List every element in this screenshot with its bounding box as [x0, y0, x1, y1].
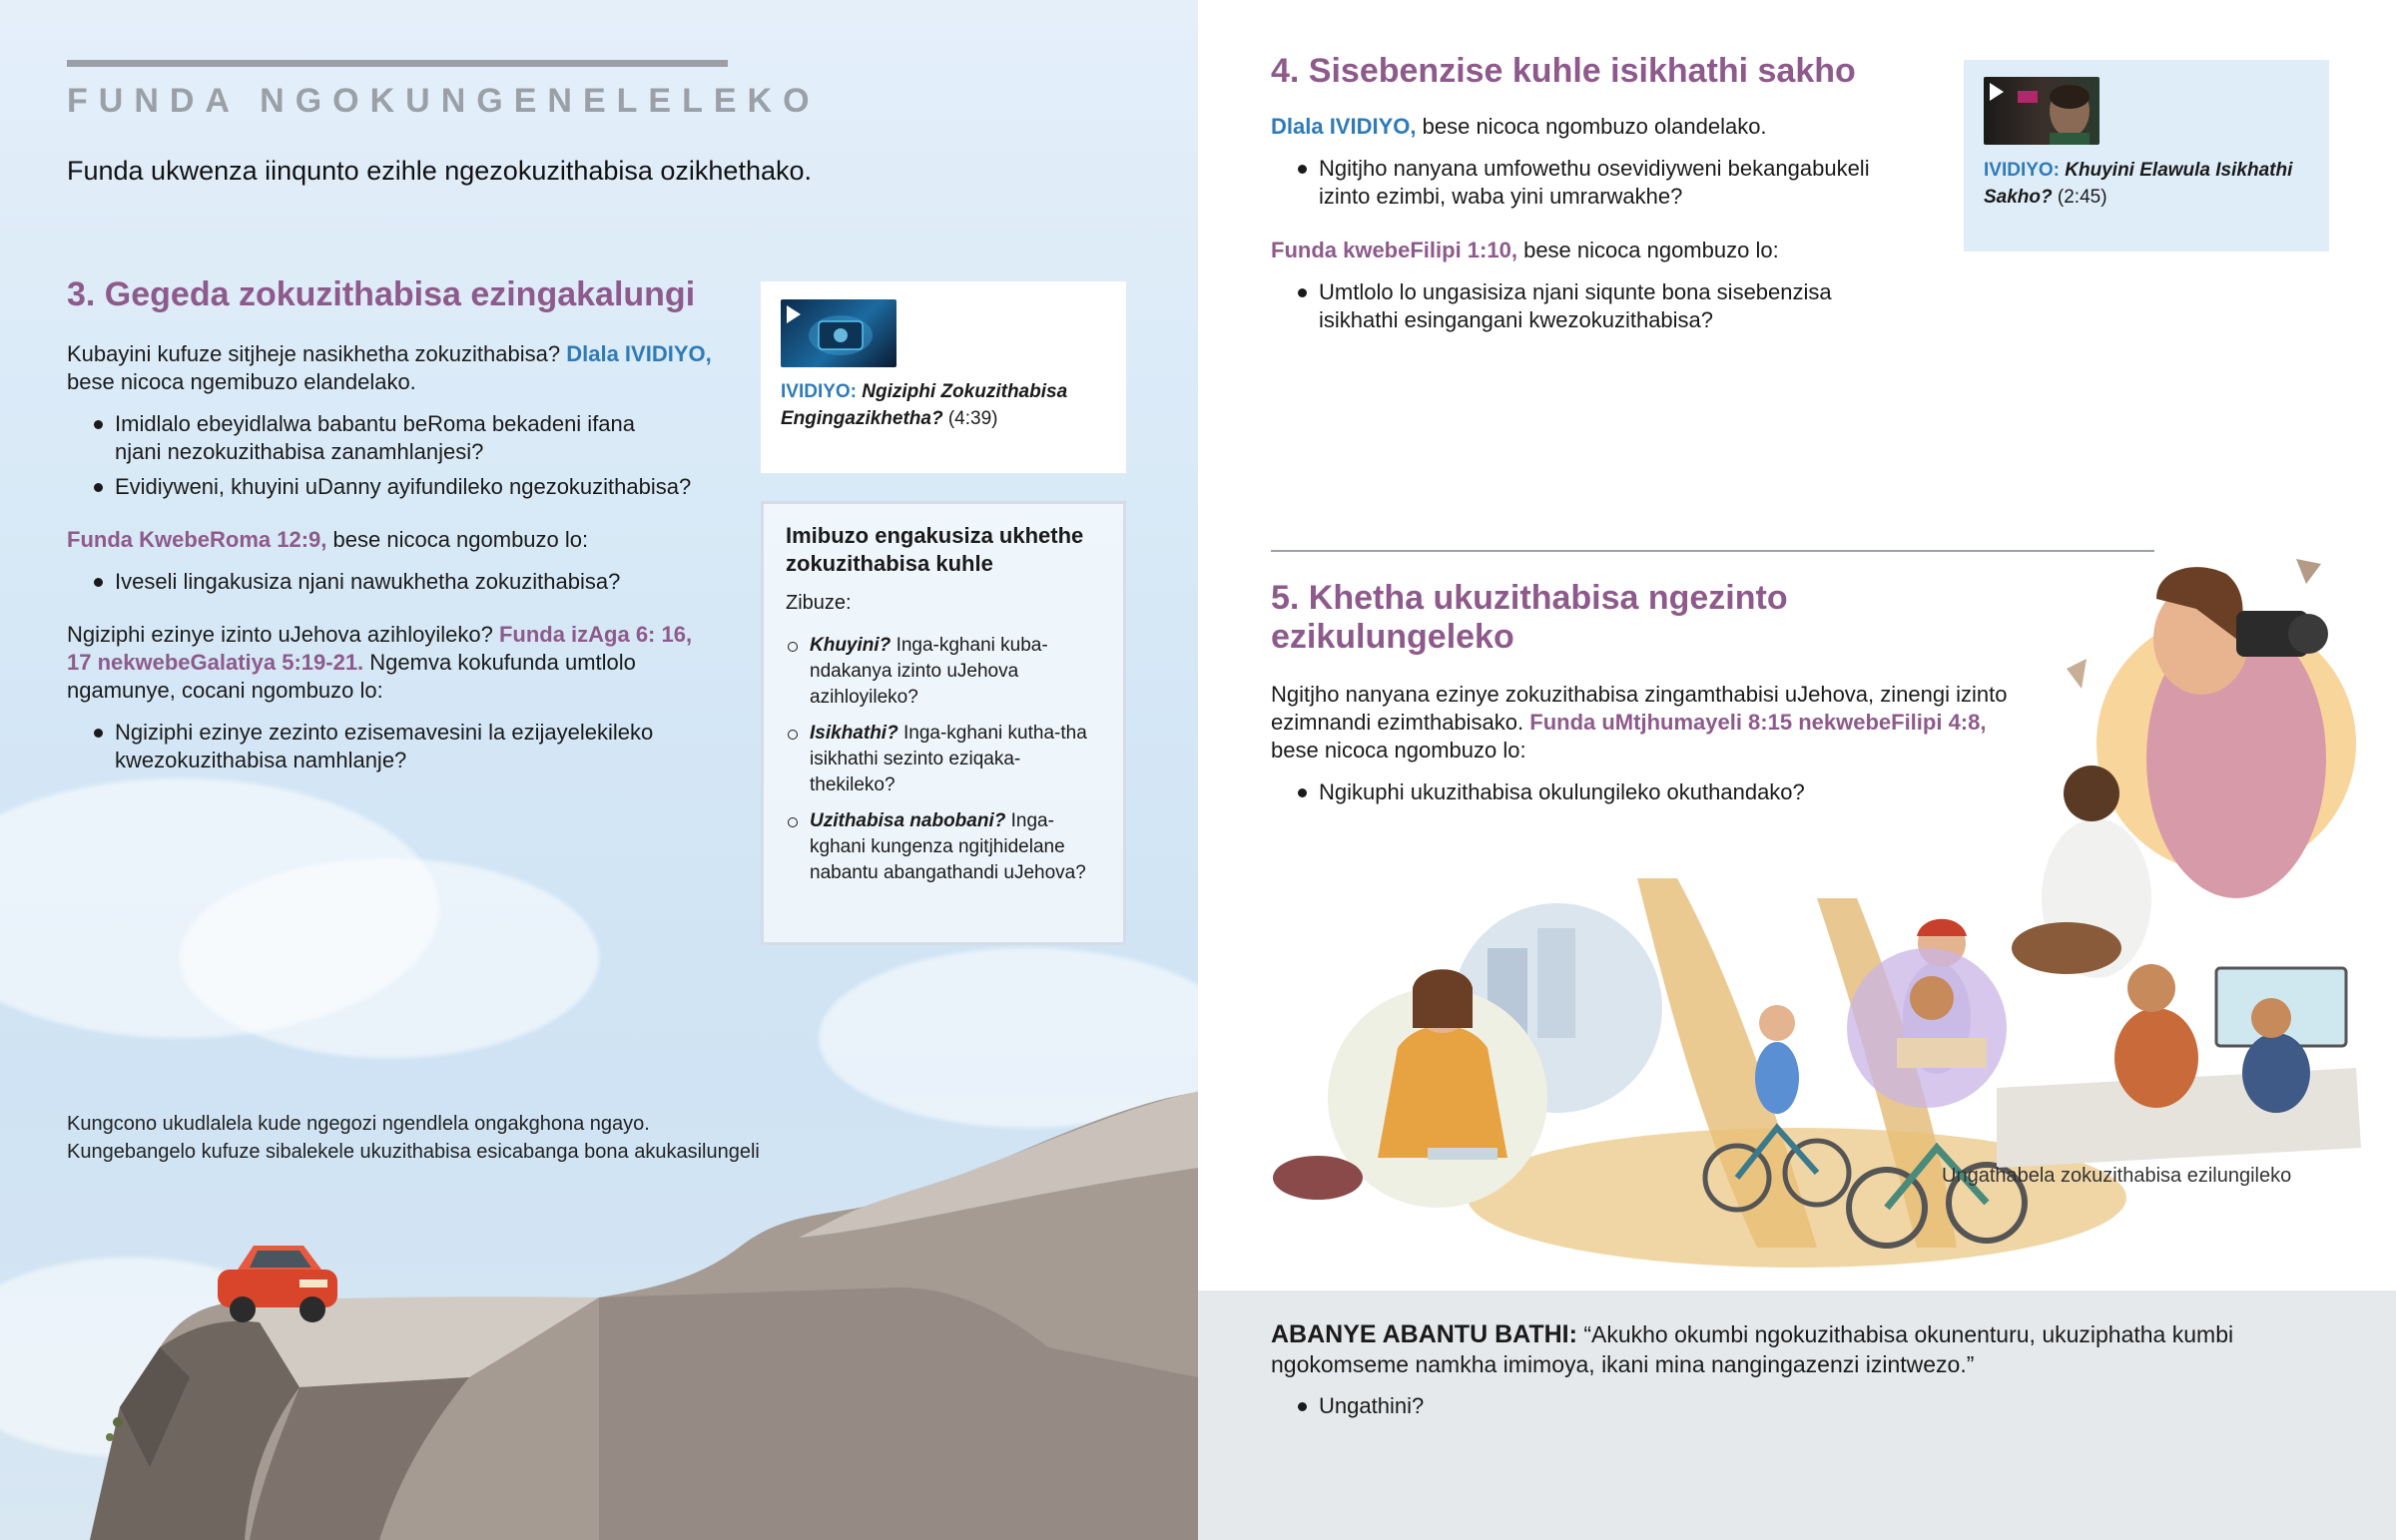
p3-rest: Ngemva kokufunda umtlolo ngamunye, cocani ngombuzo lo: — [67, 650, 636, 703]
right-page — [1198, 0, 2396, 1540]
p3-text: Ngiziphi ezinye izinto uJehova azihloyileko? — [67, 622, 493, 647]
question-text: Inga-kghani kutha-tha isikhathi sezinto eziqaka-thekileko? — [810, 723, 1087, 795]
play-icon — [787, 305, 801, 323]
p1-rest: bese nicoca ngombuzo lo: — [1271, 738, 1526, 763]
video-duration: (2:45) — [2057, 187, 2107, 208]
scripture-link[interactable]: Funda KwebeRoma 12:9, — [67, 527, 327, 552]
section-5-heading: 5. Khetha ukuzithabisa ngezinto ezikulungeleko — [1271, 579, 1788, 656]
video-caption — [781, 378, 1110, 432]
video-thumbnail[interactable] — [781, 299, 897, 367]
scripture-link[interactable]: Funda uMtjhumayeli 8:15 nekwebeFilipi 4:8, — [1529, 710, 1987, 735]
caption-line: Kungebangelo kufuze sibalekele ukuzithabisa esicabanga bona akukasilungeli — [67, 1141, 760, 1163]
cliff-car-illustration — [0, 1048, 1198, 1540]
section-3-paragraph-3 — [67, 621, 706, 705]
footer-bullet: Ungathini? — [1271, 1392, 1424, 1420]
bullet-item: Imidlalo ebeyidlalwa babantu beRoma bekadeni ifana njani nezokuzithabisa zanamhlanjesi? — [67, 410, 686, 466]
section-3 — [67, 275, 726, 781]
p1-text: Kubayini kufuze sitjheje nasikhetha zokuzithabisa? — [67, 341, 561, 366]
question-keyword: Isikhathi? — [810, 723, 898, 744]
section-3-paragraph-1 — [67, 340, 726, 396]
title-rule — [67, 60, 728, 67]
question-text: Inga-kghani kungenza ngitjhidelane nabantu abangathandi uJehova? — [810, 810, 1086, 883]
scripture-link[interactable]: Funda izAga 6: 16, 17 nekwebeGalatiya 5:19-21. — [67, 622, 693, 675]
question-keyword: Khuyini? — [810, 635, 892, 656]
cloud-decoration — [180, 858, 599, 1058]
caption-line: Kungcono ukudlalela kude ngegozi ngendlela ongakghona ngayo. — [67, 1113, 650, 1135]
p2-rest: bese nicoca ngombuzo lo: — [1523, 238, 1779, 262]
video-card[interactable] — [761, 281, 1126, 473]
p1-rest: bese nicoca ngombuzo olandelako. — [1422, 114, 1767, 139]
video-title: Khuyini Elawula Isikhathi Sakho? — [1984, 160, 2293, 208]
section-3-paragraph-2 — [67, 526, 726, 554]
footer-quote — [1271, 1319, 2309, 1379]
bullet-item: Ngitjho nanyana umfowethu osevidiyweni bekangabukeli izinto ezimbi, waba yini umrarwakhe? — [1271, 155, 1900, 211]
bullet-item: Iveseli lingakusiza njani nawukhetha zokuzithabisa? — [67, 568, 726, 596]
play-video-link[interactable]: Dlala IVIDIYO, — [566, 341, 712, 366]
p1-text: Ngitjho nanyana ezinye zokuzithabisa zingamthabisi uJehova, zinengi izinto ezimnandi ezimthabisako. — [1271, 682, 2008, 735]
bullet-item: Evidiyweni, khuyini uDanny ayifundileko ngezokuzithabisa? — [67, 473, 726, 501]
video-duration: (4:39) — [947, 408, 998, 429]
question-box — [761, 501, 1126, 945]
footer-quote-text: “Akukho okumbi ngokuzithabisa okunenturu, ukuziphatha kumbi ngokomseme namkha imimoya, ikani mina nangingazenzi izintwezo.” — [1271, 1321, 2234, 1377]
question-text: Inga-kghani kuba-ndakanya izinto uJehova azihloyileko? — [810, 635, 1048, 708]
question-box-subtitle: Zibuze: — [786, 592, 852, 614]
video-label: IVIDIYO: — [1984, 160, 2061, 181]
section-5 — [1271, 579, 2030, 806]
play-video-link[interactable]: Dlala IVIDIYO, — [1271, 114, 1417, 139]
question-box-title: Imibuzo engakusiza ukhethe zokuzithabisa kuhle — [786, 523, 1084, 576]
bullet-item: Ngiziphi ezinye zezinto ezisemavesini la ezijayelekileko kwezokuzithabisa namhlanje? — [67, 719, 686, 774]
section-3-heading: 3. Gegeda zokuzithabisa ezingakalungi — [67, 275, 696, 313]
section-5-paragraph-1 — [1271, 681, 2020, 765]
series-title: FUNDA NGOKUNGENELELEKO — [67, 82, 821, 120]
question-item — [786, 808, 1101, 886]
intro-text: Funda ukwenza iinqunto ezihle ngezokuzithabisa ozikhethako. — [67, 156, 812, 186]
video-label: IVIDIYO: — [781, 381, 858, 402]
question-item — [786, 721, 1101, 798]
question-item — [786, 633, 1101, 711]
p1-rest: bese nicoca ngemibuzo elandelako. — [67, 369, 416, 394]
question-keyword: Uzithabisa nabobani? — [810, 810, 1006, 831]
scripture-link[interactable]: Funda kwebeFilipi 1:10, — [1271, 238, 1517, 262]
bullet-item: Ngikuphi ukuzithabisa okulungileko okuthandako? — [1271, 778, 2030, 806]
bullet-item: Umtlolo lo ungasisiza njani siqunte bona sisebenzisa isikhathi esingangani kwezokuzithabisa? — [1271, 278, 1900, 334]
p2-rest: bese nicoca ngombuzo lo: — [332, 527, 589, 552]
video-title: Ngiziphi Zokuzithabisa Engingazikhetha? — [781, 381, 1068, 429]
right-illustration-caption: Ungathabela zokuzithabisa ezilungileko — [1942, 1165, 2292, 1187]
footer-lead: ABANYE ABANTU BATHI: — [1271, 1320, 1577, 1348]
section-4-heading: 4. Sisebenzise kuhle isikhathi sakho — [1271, 52, 1856, 90]
